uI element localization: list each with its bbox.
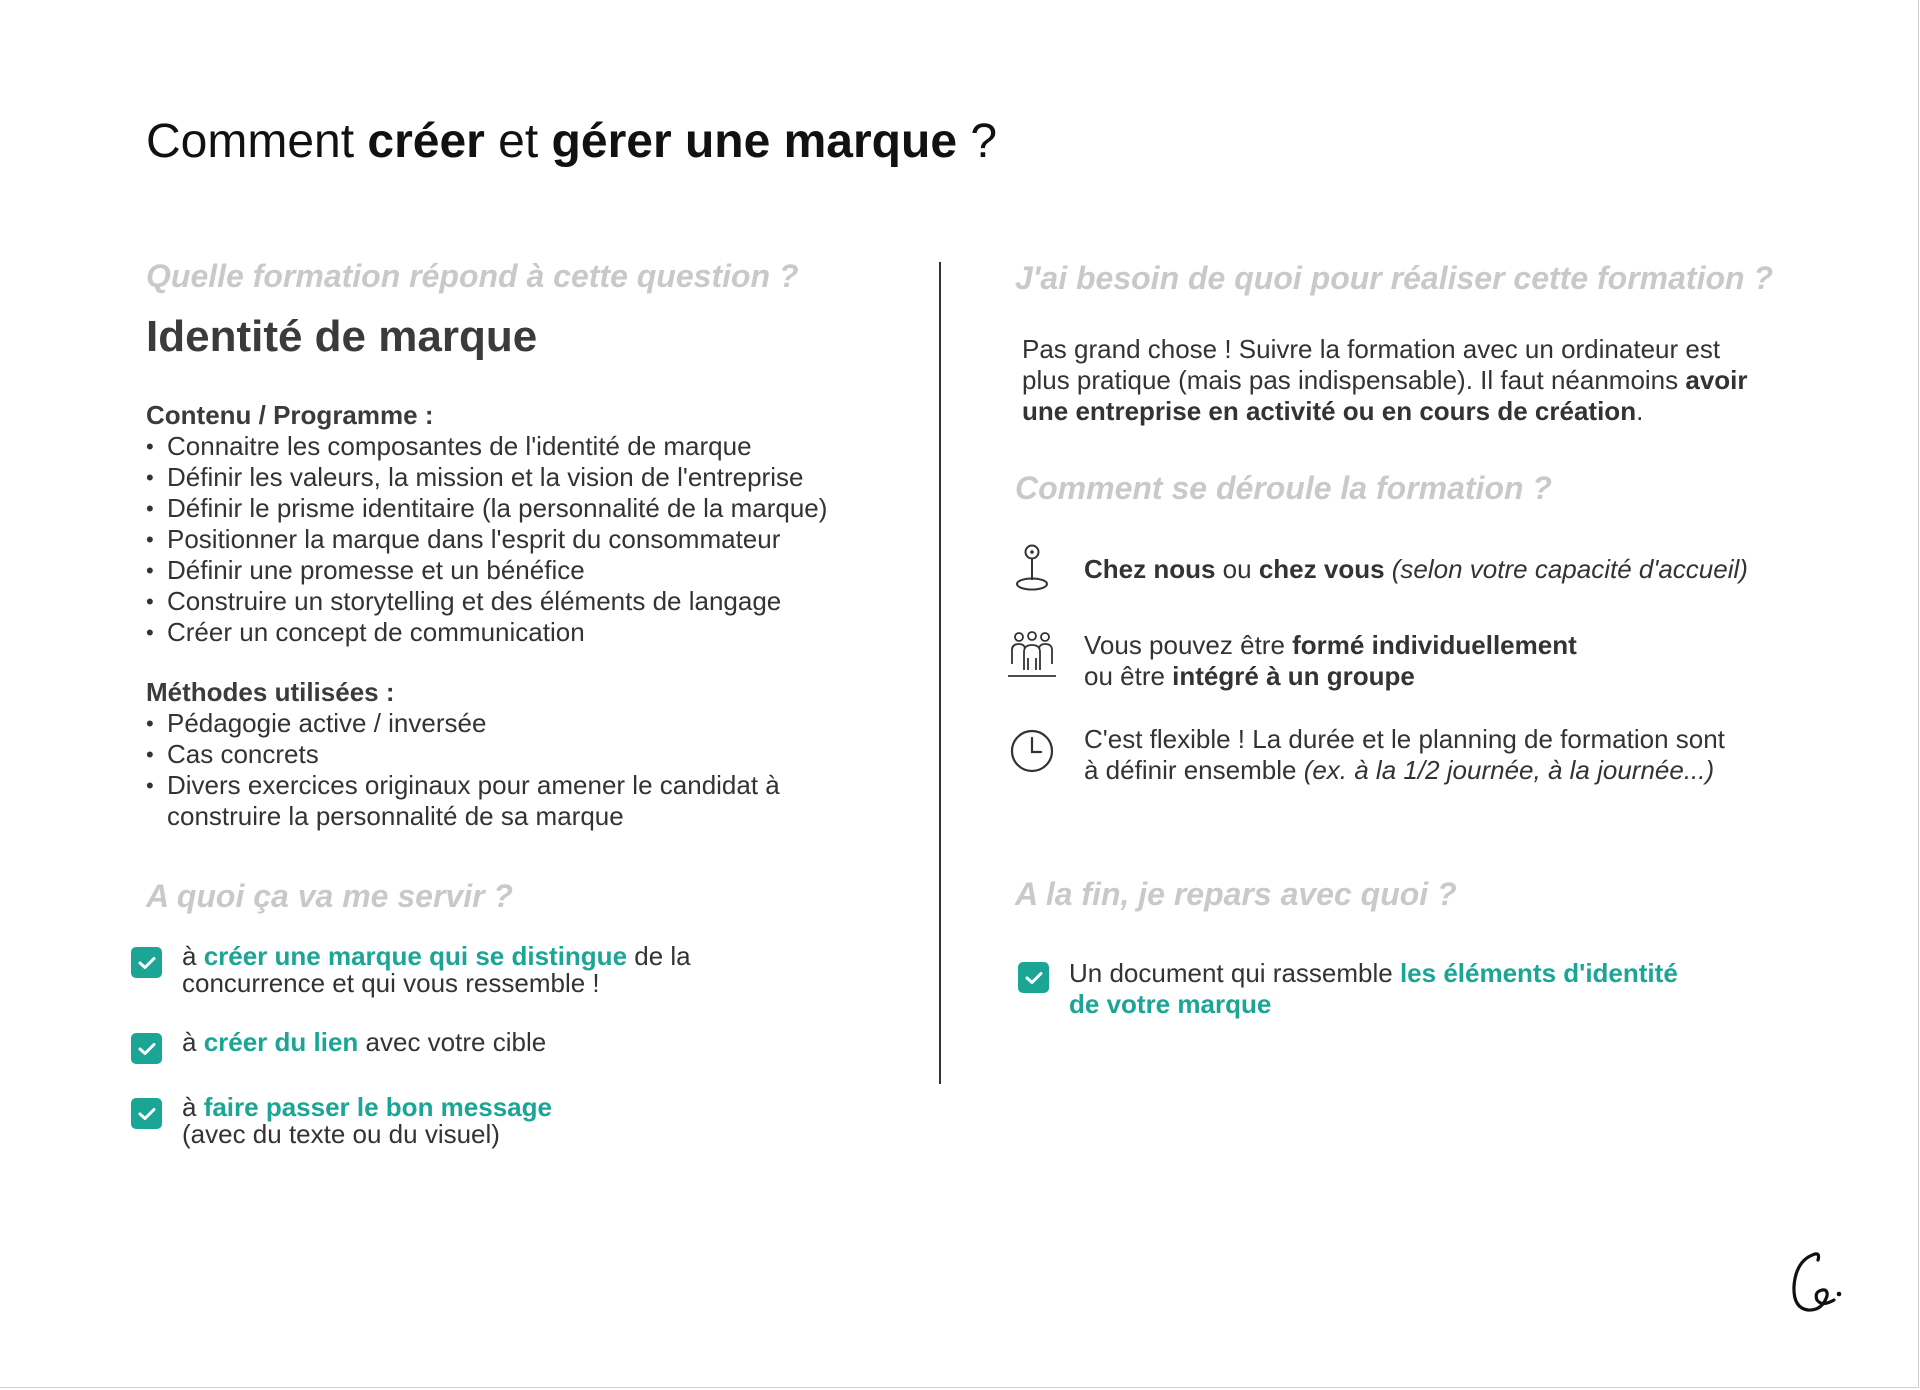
lieu-bold: chez vous [1258,554,1385,584]
servir-question: A quoi ça va me servir ? [146,878,513,914]
list-item: • Connaitre les composantes de l'identité de marque [146,431,827,462]
besoin-bold: une entreprise en activité ou en cours de création [1022,396,1637,426]
checkbox-icon [131,947,162,978]
duree-text [1084,724,1725,786]
list-item: • Positionner la marque dans l'esprit du consommateur [146,524,827,555]
list-item: • Cas concrets [146,739,780,770]
benefit-accent: créer une marque qui se distingue [203,941,628,971]
format-bold: intégré à un groupe [1172,661,1415,691]
benefit-pre: à [182,1027,204,1057]
benefit-post: avec votre cible [358,1027,547,1057]
list-item: • Divers exercices originaux pour amener le candidat à [146,770,780,801]
contenu-list [146,431,827,648]
checkbox-icon [131,1098,162,1129]
format-text [1084,630,1577,692]
list-item: • Définir le prisme identitaire (la personnalité de la marque) [146,493,827,524]
methodes-list [146,708,780,832]
lieu-text [1084,554,1748,585]
resultat-normal: Un document qui rassemble [1069,958,1400,988]
duree-italic: (ex. à la 1/2 journée, à la journée...) [1303,755,1715,785]
list-item: • Créer un concept de communication [146,617,827,648]
resultat-item [1018,958,1678,1020]
format-row [1006,630,1577,692]
benefit-item [131,943,691,997]
checkbox-icon [1018,962,1049,993]
resultat-accent: les éléments d'identité [1399,958,1678,988]
contenu-section [146,400,827,648]
benefit-item [131,1029,546,1064]
formation-question: Quelle formation répond à cette question ? [146,258,799,294]
benefit-item [131,1094,552,1148]
duree-line: C'est flexible ! La durée et le planning de formation sont [1084,724,1725,754]
deroule-question: Comment se déroule la formation ? [1015,470,1552,506]
benefit-pre: à [182,941,204,971]
benefit-text [182,1029,546,1056]
besoin-line: plus pratique (mais pas indispensable). Il faut néanmoins [1022,365,1686,395]
benefit-line2: (avec du texte ou du visuel) [182,1119,500,1149]
lieu-normal: ou [1215,554,1259,584]
methodes-label: Méthodes utilisées : [146,677,395,707]
page-title [146,114,997,169]
clock-icon [1006,724,1058,776]
benefit-accent: créer du lien [203,1027,359,1057]
logo-icon [1784,1250,1844,1320]
besoin-line: . [1636,396,1644,426]
lieu-row [1006,542,1748,594]
resultat-accent: de votre marque [1069,989,1272,1019]
title-part: ? [957,115,998,168]
list-item: • Définir une promesse et un bénéfice [146,555,827,586]
group-people-icon [1006,630,1058,682]
benefit-post: de la [627,941,691,971]
benefit-text [182,943,691,997]
list-item: • Construire un storytelling et des éléments de langage [146,586,827,617]
title-bold: créer [367,115,485,168]
benefit-accent: faire passer le bon message [203,1092,552,1122]
format-bold: formé individuellement [1292,630,1577,660]
list-item-continuation: construire la personnalité de sa marque [167,801,624,831]
besoin-question: J'ai besoin de quoi pour réaliser cette formation ? [1015,260,1773,296]
besoin-text [1022,334,1748,427]
title-part: et [484,115,552,168]
format-normal: ou être [1084,661,1173,691]
title-part: Comment [146,115,368,168]
list-item: • Définir les valeurs, la mission et la vision de l'entreprise [146,462,827,493]
fin-question: A la fin, je repars avec quoi ? [1015,876,1457,912]
lieu-bold: Chez nous [1084,554,1216,584]
location-pin-icon [1006,542,1058,594]
list-item: • Pédagogie active / inversée [146,708,780,739]
formation-name: Identité de marque [146,312,538,361]
duree-normal: à définir ensemble [1084,755,1304,785]
benefit-pre: à [182,1092,204,1122]
benefit-line2: concurrence et qui vous ressemble ! [182,968,600,998]
resultat-text [1069,958,1678,1020]
title-bold: gérer une marque [551,115,958,168]
contenu-label: Contenu / Programme : [146,400,434,430]
format-normal: Vous pouvez être [1084,630,1293,660]
duree-row [1006,724,1725,786]
checkbox-icon [131,1033,162,1064]
methodes-section [146,677,780,832]
column-divider [939,262,941,1084]
besoin-bold: avoir [1685,365,1748,395]
besoin-line: Pas grand chose ! Suivre la formation avec un ordinateur est [1022,334,1721,364]
benefit-text [182,1094,552,1148]
lieu-italic: (selon votre capacité d'accueil) [1384,554,1748,584]
